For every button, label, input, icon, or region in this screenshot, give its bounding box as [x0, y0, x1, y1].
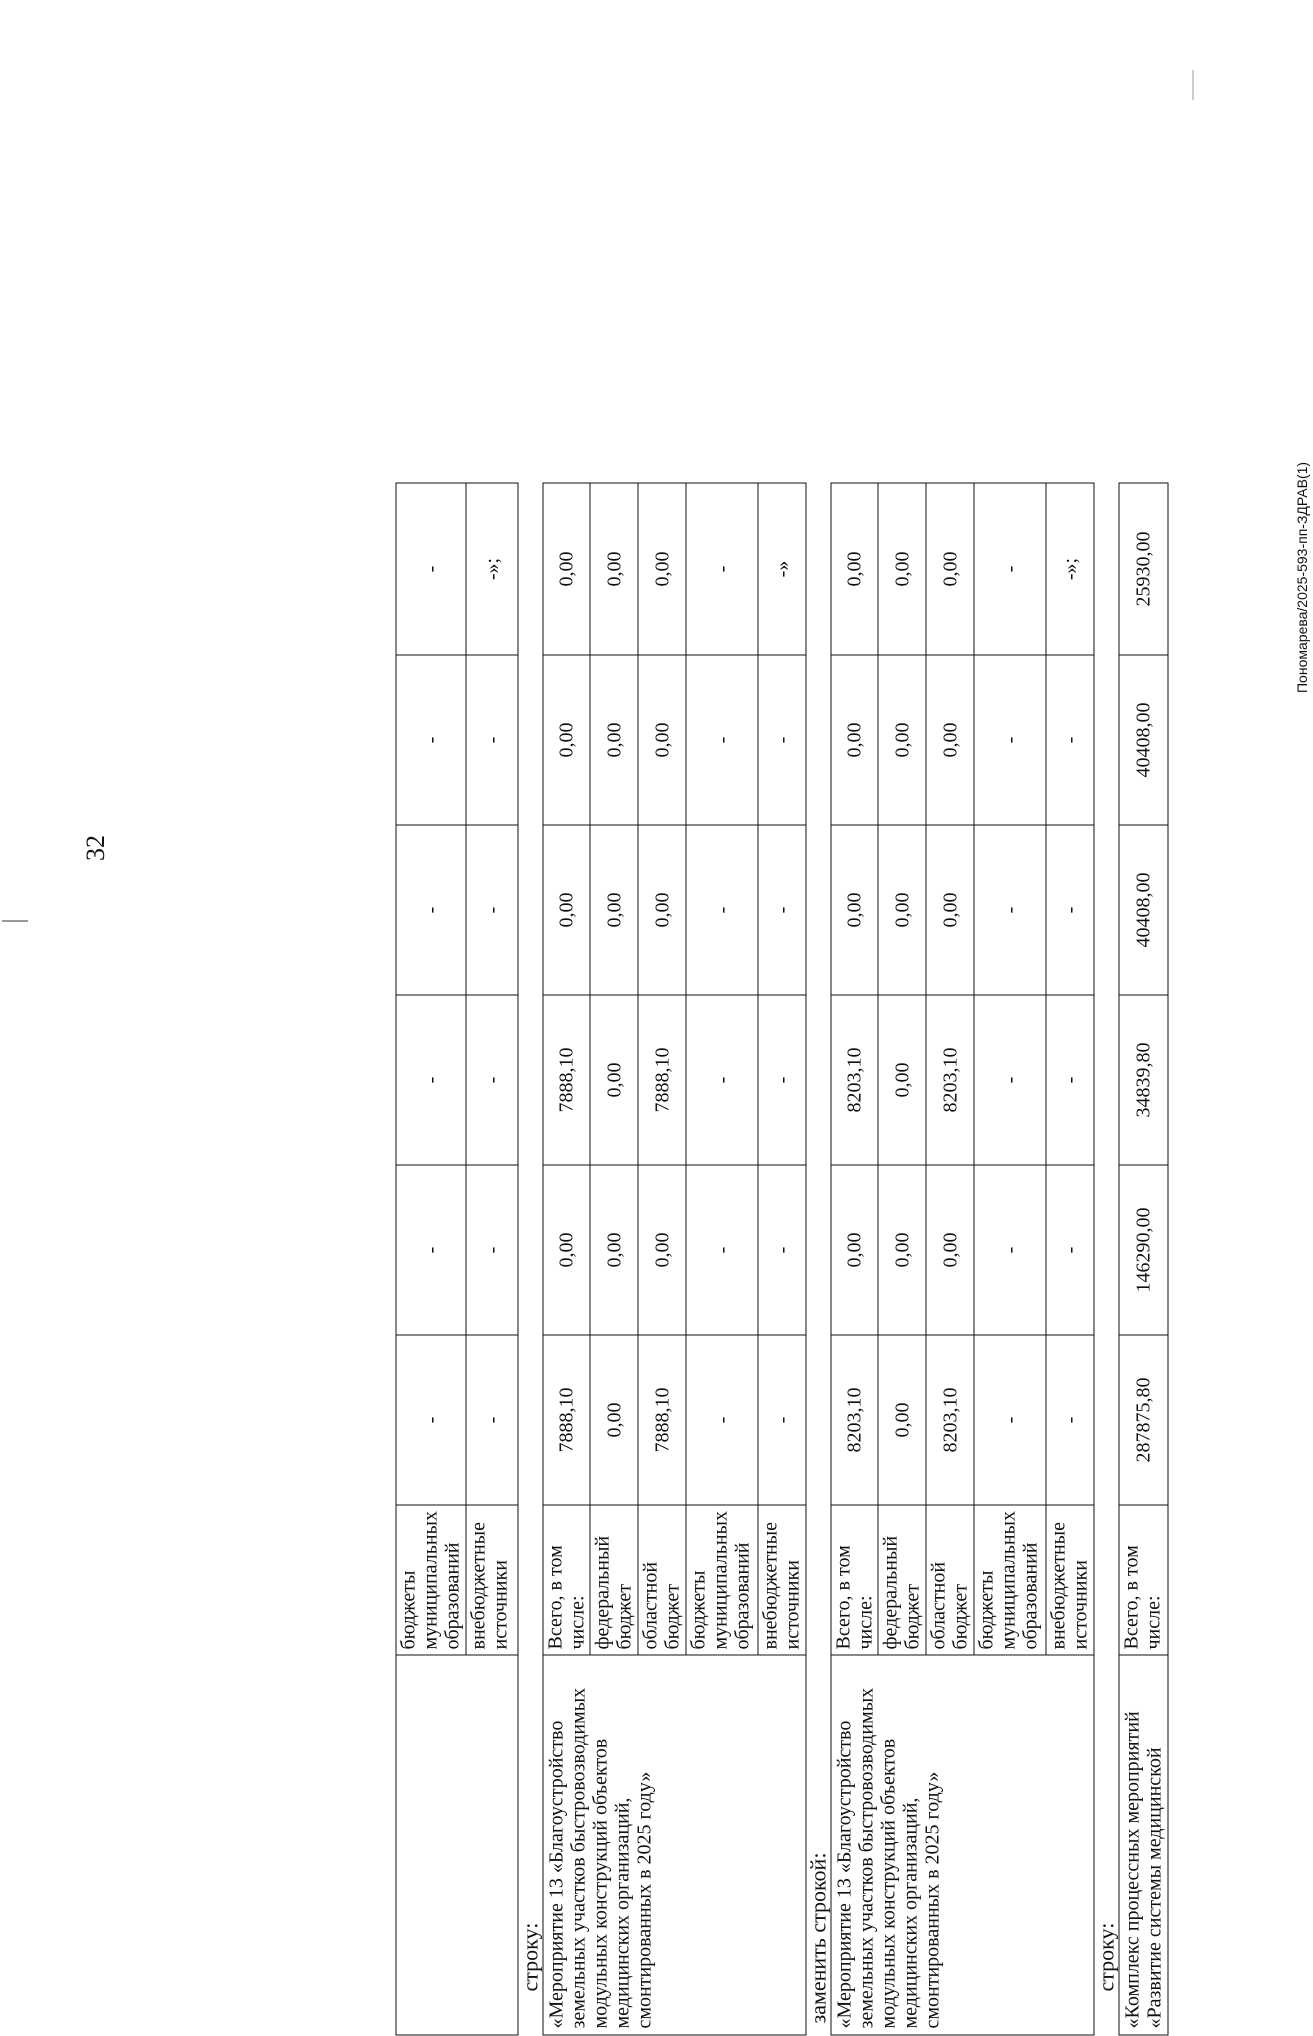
value-cell: -»;: [466, 483, 518, 655]
event-title-cell: «Комплекс процессных мероприятий «Развитие системы медицинской: [1119, 1655, 1168, 2035]
value-cell: 0,00: [638, 655, 686, 825]
table-block-complex: [1119, 483, 1169, 2036]
value-cell: -: [466, 1165, 518, 1335]
value-cell: 0,00: [543, 1165, 590, 1335]
value-cell: 0,00: [878, 825, 926, 995]
value-cell: -: [1046, 1165, 1094, 1335]
value-cell: 7888,10: [543, 1335, 590, 1505]
value-cell: -: [686, 1165, 758, 1335]
scan-artifact: [2, 920, 28, 922]
value-cell: -: [396, 655, 466, 825]
value-cell: -: [396, 825, 466, 995]
value-cell: -: [1046, 995, 1094, 1165]
value-cell: -: [974, 825, 1046, 995]
value-cell: 0,00: [878, 655, 926, 825]
value-cell: 0,00: [590, 483, 638, 655]
value-cell: 0,00: [543, 655, 590, 825]
value-cell: -: [686, 1335, 758, 1505]
page-number: 32: [81, 835, 110, 861]
event-title-cell: [396, 1655, 518, 2035]
value-cell: 7888,10: [638, 1335, 686, 1505]
source-cell: бюджеты муниципальных образований: [686, 1505, 758, 1655]
value-cell: 0,00: [926, 483, 974, 655]
value-cell: -: [686, 995, 758, 1165]
value-cell: 0,00: [590, 1335, 638, 1505]
label-replace-row: строку:: [517, 1922, 543, 1992]
value-cell: -: [466, 655, 518, 825]
value-cell: -: [466, 1335, 518, 1505]
label-with-row: заменить строкой:: [805, 1852, 831, 2024]
value-cell: -: [466, 995, 518, 1165]
value-cell: 0,00: [878, 1335, 926, 1505]
value-cell: 0,00: [878, 1165, 926, 1335]
value-cell: -: [974, 995, 1046, 1165]
source-cell: бюджеты муниципальных образований: [396, 1505, 466, 1655]
value-cell: 0,00: [638, 483, 686, 655]
rotated-table-content: [396, 376, 1169, 2036]
value-cell: -: [758, 995, 806, 1165]
value-cell: 0,00: [831, 655, 878, 825]
value-cell: 287875,80: [1119, 1335, 1168, 1505]
value-cell: 7888,10: [543, 995, 590, 1165]
value-cell: 0,00: [878, 995, 926, 1165]
value-cell: 0,00: [831, 483, 878, 655]
value-cell: 0,00: [543, 483, 590, 655]
value-cell: 0,00: [590, 995, 638, 1165]
label-replace-row-2: строку:: [1093, 1922, 1119, 1992]
value-cell: 0,00: [926, 825, 974, 995]
value-cell: 8203,10: [831, 1335, 878, 1505]
value-cell: -: [974, 655, 1046, 825]
source-cell: внебюджетные источники: [466, 1505, 518, 1655]
value-cell: 8203,10: [926, 1335, 974, 1505]
value-cell: 8203,10: [831, 995, 878, 1165]
value-cell: 0,00: [638, 1165, 686, 1335]
value-cell: -: [974, 483, 1046, 655]
value-cell: -: [686, 483, 758, 655]
value-cell: 8203,10: [926, 995, 974, 1165]
source-cell: внебюджетные источники: [758, 1505, 806, 1655]
value-cell: 0,00: [926, 1165, 974, 1335]
footer-reference: Пономарева/2025-593-пп-ЗДРАВ(1): [1294, 461, 1310, 693]
source-cell: областной бюджет: [926, 1505, 974, 1655]
value-cell: 7888,10: [638, 995, 686, 1165]
value-cell: -: [1046, 655, 1094, 825]
source-cell: Всего, в том числе:: [543, 1505, 590, 1655]
value-cell: -: [758, 655, 806, 825]
value-cell: -»;: [1046, 483, 1094, 655]
value-cell: -: [974, 1335, 1046, 1505]
value-cell: 25930,00: [1119, 483, 1168, 655]
source-cell: бюджеты муниципальных образований: [974, 1505, 1046, 1655]
value-cell: -: [686, 825, 758, 995]
value-cell: 0,00: [590, 655, 638, 825]
table-row: [831, 483, 878, 2035]
value-cell: -: [396, 1335, 466, 1505]
value-cell: 0,00: [831, 825, 878, 995]
source-cell: внебюджетные источники: [1046, 1505, 1094, 1655]
value-cell: 40408,00: [1119, 825, 1168, 995]
value-cell: 0,00: [878, 483, 926, 655]
value-cell: -»: [758, 483, 806, 655]
table-row: [396, 483, 466, 2035]
event-title-cell: «Мероприятие 13 «Благоустройство земельных участков быстровозводимых модульных конструкций объектов медицинских организаций, смонтированных в 2025 году»: [831, 1655, 1094, 2035]
value-cell: -: [686, 655, 758, 825]
value-cell: 146290,00: [1119, 1165, 1168, 1335]
value-cell: 0,00: [831, 1165, 878, 1335]
value-cell: -: [396, 483, 466, 655]
value-cell: 40408,00: [1119, 655, 1168, 825]
value-cell: -: [466, 825, 518, 995]
value-cell: 0,00: [590, 1165, 638, 1335]
value-cell: -: [758, 825, 806, 995]
event-title-cell: «Мероприятие 13 «Благоустройство земельных участков быстровозводимых модульных конструкций объектов медицинских организаций, смонтированных в 2025 году»: [543, 1655, 806, 2035]
table-block-continuation: [396, 483, 519, 2036]
source-cell: федеральный бюджет: [590, 1505, 638, 1655]
scan-artifact: [1192, 70, 1194, 100]
source-cell: областной бюджет: [638, 1505, 686, 1655]
source-cell: Всего, в том числе:: [831, 1505, 878, 1655]
value-cell: 0,00: [590, 825, 638, 995]
value-cell: -: [1046, 825, 1094, 995]
table-row: [543, 483, 590, 2035]
value-cell: -: [1046, 1335, 1094, 1505]
value-cell: -: [396, 1165, 466, 1335]
table-row: [1119, 483, 1168, 2035]
value-cell: 0,00: [926, 655, 974, 825]
value-cell: 0,00: [638, 825, 686, 995]
value-cell: 34839,80: [1119, 995, 1168, 1165]
value-cell: -: [758, 1335, 806, 1505]
source-cell: Всего, в том числе:: [1119, 1505, 1168, 1655]
value-cell: -: [974, 1165, 1046, 1335]
value-cell: -: [758, 1165, 806, 1335]
value-cell: 0,00: [543, 825, 590, 995]
table-block-new: [831, 483, 1095, 2036]
table-block-old: [543, 483, 807, 2036]
source-cell: федеральный бюджет: [878, 1505, 926, 1655]
value-cell: -: [396, 995, 466, 1165]
